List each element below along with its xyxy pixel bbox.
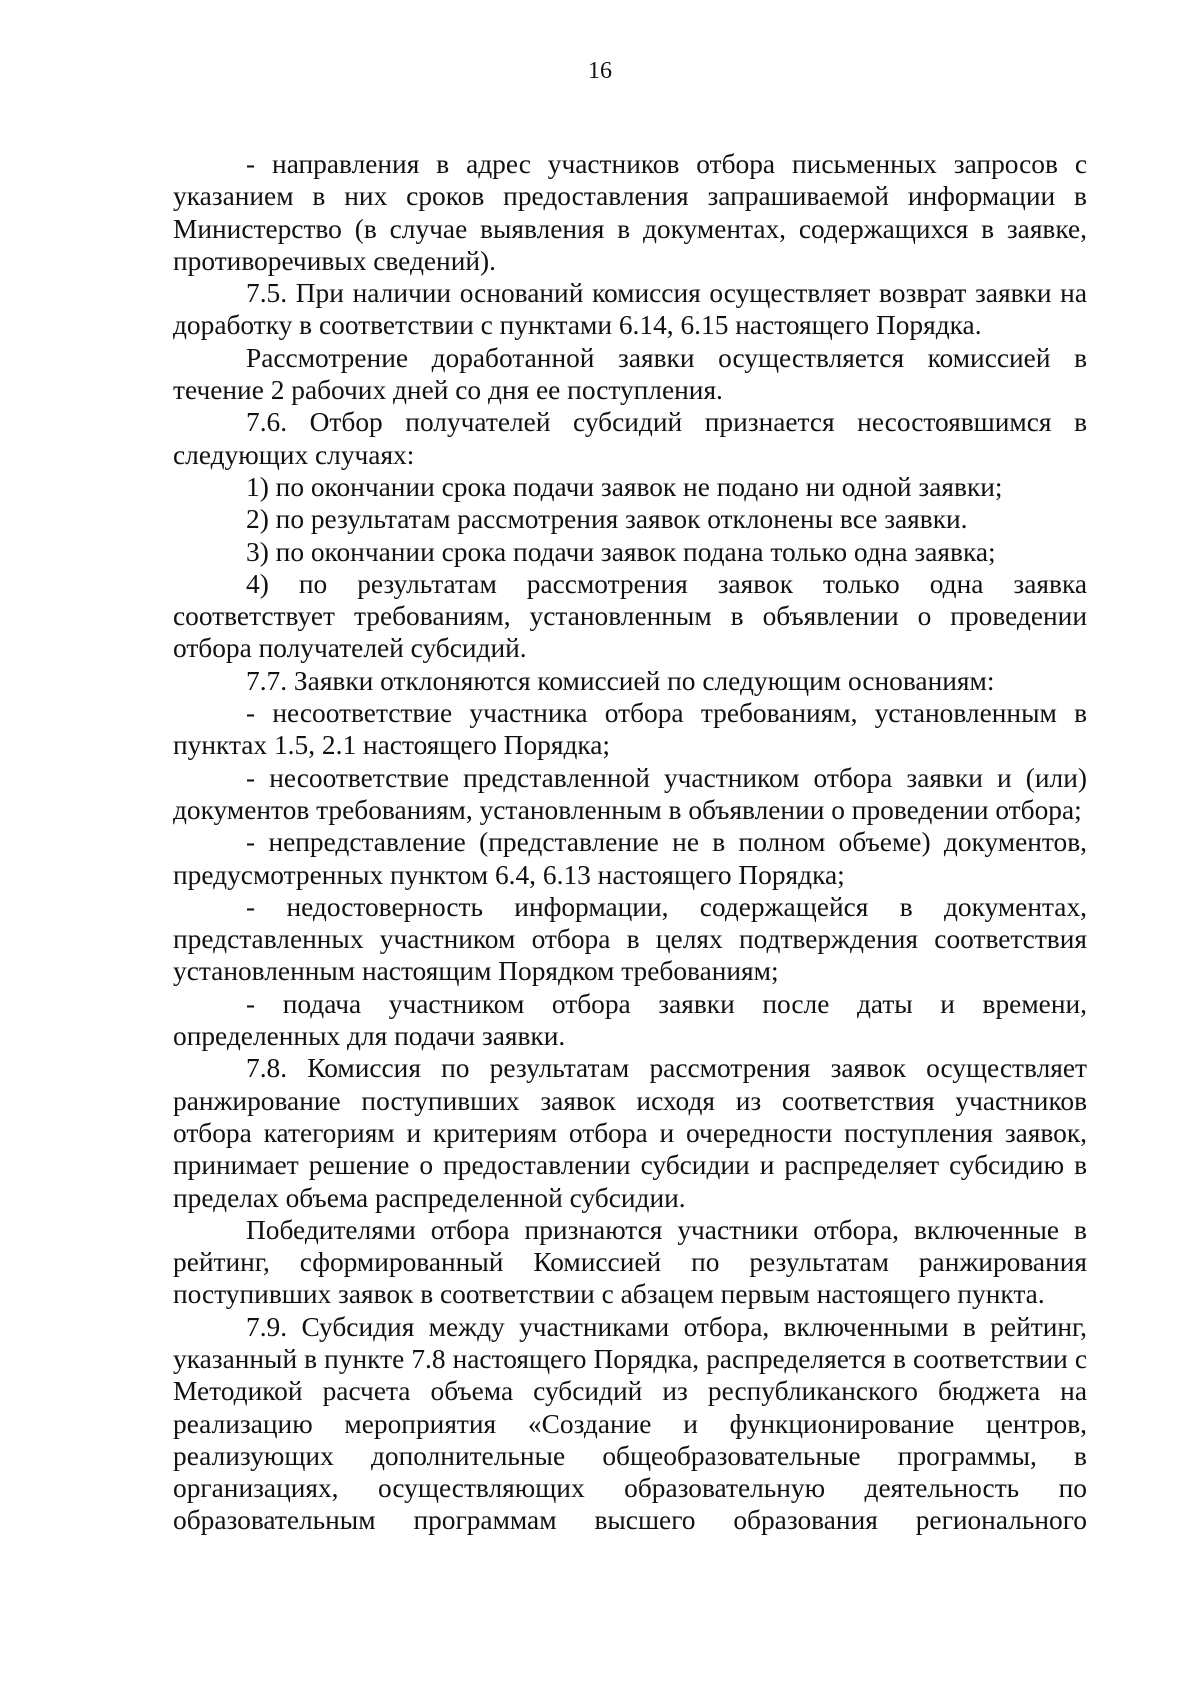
list-item-7-6-1: 1) по окончании срока подачи заявок не подано ни одной заявки; <box>246 471 1003 502</box>
list-item-7-7-a: - несоответствие участника отбора требованиям, установленным в пунктах 1.5, 2.1 настоящего Порядка; <box>173 698 1087 761</box>
paragraph-7-6: 7.6. Отбор получателей субсидий признается несостоявшимся в следующих случаях: <box>173 407 1087 470</box>
list-item-7-7-c: - непредставление (представление не в полном объеме) документов, предусмотренных пунктом 6.4, 6.13 настоящего Порядка; <box>173 827 1087 890</box>
paragraph-7-5: 7.5. При наличии оснований комиссия осуществляет возврат заявки на доработку в соответствии с пунктами 6.14, 6.15 настоящего Порядка. <box>173 278 1087 341</box>
list-item-7-6-2: 2) по результатам рассмотрения заявок отклонены все заявки. <box>246 504 968 535</box>
list-item-7-7-b: - несоответствие представленной участником отбора заявки и (или) документов требованиям, установленным в объявлении о проведении отбора; <box>173 762 1087 825</box>
paragraph-7-9: 7.9. Субсидия между участниками отбора, включенными в рейтинг, указанный в пункте 7.8 настоящего Порядка, распределяется в соответствии с Методикой расчета объема субсидий из республиканского бюджета на реализацию мероприятия «Создание и функционирование центров, реализующих дополнительные общеобразовательные программы, в организациях, осуществляющих образовательную деятельность по образовательным программам высшего образования регионального <box>173 1311 1087 1536</box>
paragraph-revised-review: Рассмотрение доработанной заявки осуществляется комиссией в течение 2 рабочих дней со дня ее поступления. <box>173 342 1087 406</box>
paragraph-7-7: 7.7. Заявки отклоняются комиссией по следующим основаниям: <box>246 665 995 696</box>
list-item-7-7-e: - подача участником отбора заявки после даты и времени, определенных для подачи заявки. <box>173 988 1087 1052</box>
paragraph-winners: Победителями отбора признаются участники отбора, включенные в рейтинг, сформированный Комиссией по результатам ранжирования поступивших заявок в соответствии с абзацем первым настоящего пункта. <box>173 1214 1087 1310</box>
paragraph-request-letters: - направления в адрес участников отбора письменных запросов с указанием в них сроков предоставления запрашиваемой информации в Министерство (в случае выявления в документах, содержащихся в заявке, противоречивых сведений). <box>173 149 1087 276</box>
list-item-7-6-3: 3) по окончании срока подачи заявок подана только одна заявка; <box>246 536 996 567</box>
document-body <box>173 148 1087 1537</box>
page-number: 16 <box>588 58 612 84</box>
paragraph-7-8: 7.8. Комиссия по результатам рассмотрения заявок осуществляет ранжирование поступивших заявок исходя из соответствия участников отбора категориям и критериям отбора и очередности поступления заявок, принимает решение о предоставлении субсидии и распределяет субсидию в пределах объема распределенной субсидии. <box>173 1053 1087 1213</box>
list-item-7-6-4: 4) по результатам рассмотрения заявок только одна заявка соответствует требованиям, установленным в объявлении о проведении отбора получателей субсидий. <box>173 568 1087 664</box>
list-item-7-7-d: - недостоверность информации, содержащейся в документах, представленных участником отбора в целях подтверждения соответствия установленным настоящим Порядком требованиям; <box>173 891 1087 987</box>
